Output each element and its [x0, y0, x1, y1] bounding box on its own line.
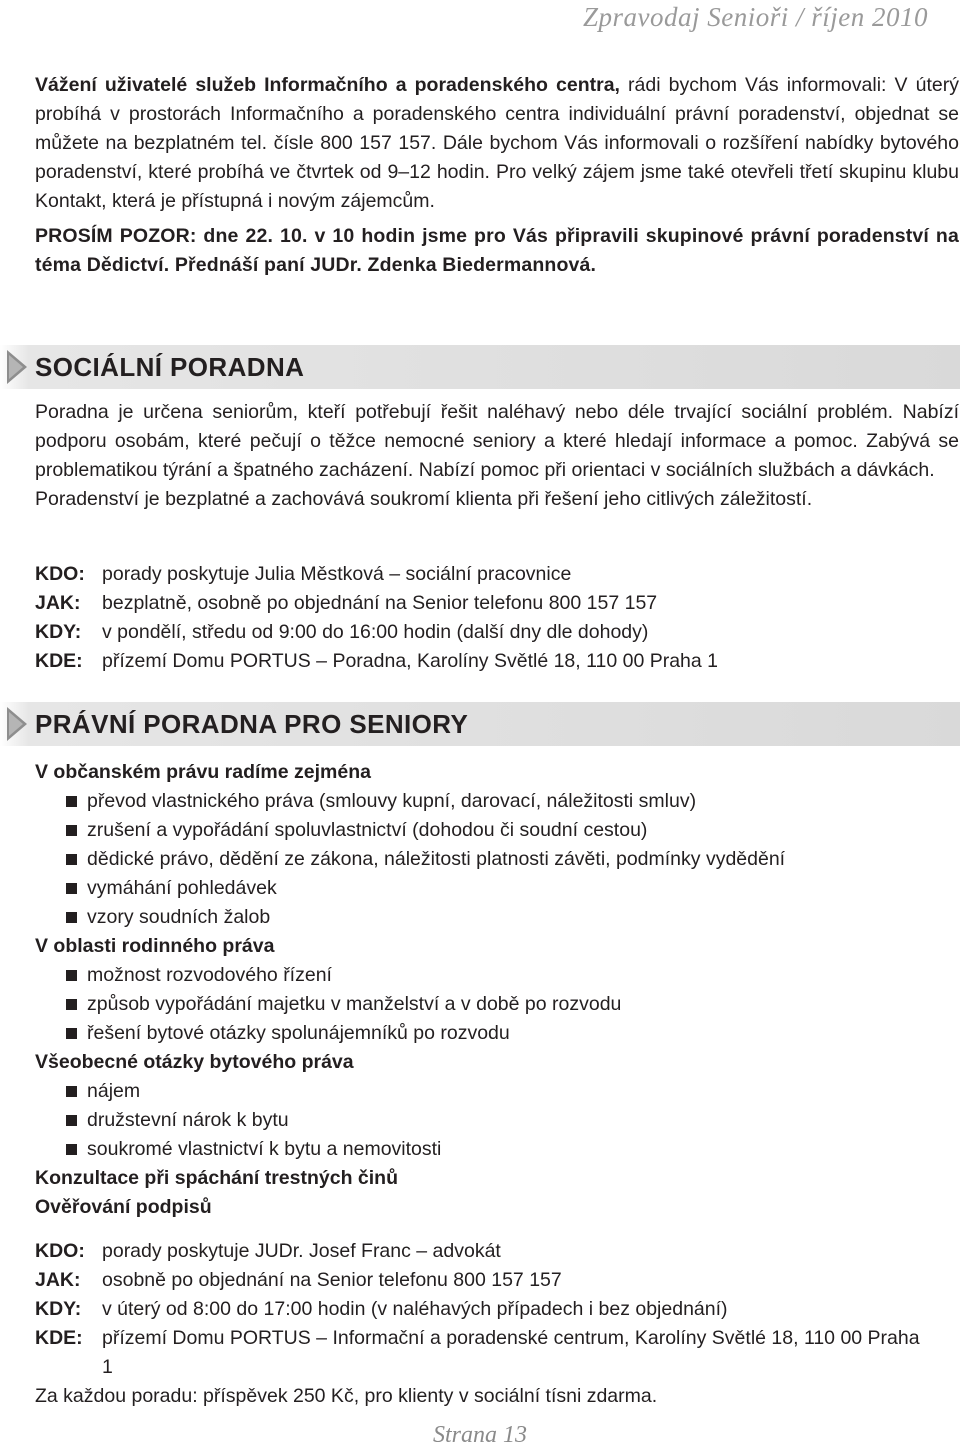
info-value: porady poskytuje Julia Městková – sociální pracovnice: [102, 563, 572, 585]
bullet-square-icon: [66, 999, 77, 1010]
info-key: KDE:: [35, 650, 83, 672]
list-item: dědické právo, dědění ze zákona, náležitosti platnosti závěti, podmínky vydědění: [35, 845, 935, 874]
info-key: KDE:: [35, 1327, 83, 1349]
social-paragraph-1: Poradna je určena seniorům, kteří potřebují řešit naléhavý nebo déle trvající sociální problém. Nabízí podporu osobám, které pečují o těžce nemocné seniory a které hledají informace a pomoc. Zabývá se problematikou týrání a špatného zacházení. Nabízí pomoc při orientaci v sociálních službách a dávkách.: [35, 401, 959, 481]
bullet-square-icon: [66, 1115, 77, 1126]
bullet-square-icon: [66, 970, 77, 981]
signature-verify-heading: Ověřování podpisů: [35, 1196, 212, 1218]
info-value: bezplatně, osobně po objednání na Senior telefonu 800 157 157: [102, 592, 658, 614]
intro-text: rádi bychom Vás informovali: V úterý probíhá v prostorách Informačního a poradenského centra individuální právní poradenství, objednat se můžete na bezplatném tel. čísle 800 157 157. Dále bychom Vás informovali o rozšíření nabídky bytového poradenství, které probíhá ve čtvrtek od 9–12 hodin. Pro velký zájem jsme také otevřeli třetí skupinu klubu Kontakt, která je přístupná i novým zájemcům.: [35, 74, 959, 212]
bullet-square-icon: [66, 1144, 77, 1155]
intro-paragraph: [35, 71, 959, 216]
info-key: JAK:: [35, 1269, 81, 1291]
info-value: přízemí Domu PORTUS – Poradna, Karolíny Světlé 18, 110 00 Praha 1: [102, 650, 719, 672]
info-row: [35, 1266, 935, 1295]
bullet-square-icon: [66, 1086, 77, 1097]
bullet-square-icon: [66, 883, 77, 894]
info-row: [35, 1237, 935, 1266]
info-row: [35, 589, 935, 618]
list-item: soukromé vlastnictví k bytu a nemovitosti: [35, 1135, 935, 1164]
page-number: Strana 13: [432, 1422, 527, 1448]
info-key: JAK:: [35, 592, 81, 614]
bullet-square-icon: [66, 912, 77, 923]
social-paragraph-2: Poradenství je bezplatné a zachovává soukromí klienta při řešení jeho citlivých záležitostí.: [35, 488, 813, 510]
info-row: [35, 618, 935, 647]
criminal-consult-heading: Konzultace při spáchání trestných činů: [35, 1167, 398, 1189]
section-title-legal: PRÁVNÍ PORADNA PRO SENIORY: [35, 709, 469, 739]
civil-law-list: [35, 787, 935, 932]
section-bar-social: [0, 345, 960, 389]
housing-law-list: [35, 1077, 935, 1164]
running-header: Zpravodaj Senioři / říjen 2010: [583, 2, 928, 32]
civil-law-heading: V občanském právu radíme zejména: [35, 761, 371, 783]
bullet-square-icon: [66, 825, 77, 836]
bullet-square-icon: [66, 854, 77, 865]
list-item: řešení bytové otázky spolunájemníků po rozvodu: [35, 1019, 935, 1048]
legal-topics: [35, 758, 935, 1222]
list-item: převod vlastnického práva (smlouvy kupní, darovací, náležitosti smluv): [35, 787, 935, 816]
info-row: [35, 1295, 935, 1324]
social-description: [35, 398, 959, 514]
info-key: KDY:: [35, 1298, 82, 1320]
info-key: KDY:: [35, 621, 82, 643]
info-value: osobně po objednání na Senior telefonu 800 157 157: [102, 1269, 562, 1291]
intro-lead: Vážení uživatelé služeb Informačního a poradenského centra,: [35, 74, 620, 96]
list-item: možnost rozvodového řízení: [35, 961, 935, 990]
notice-paragraph: PROSÍM POZOR: dne 22. 10. v 10 hodin jsme pro Vás připravili skupinové právní poradenství na téma Dědictví. Přednáší paní JUDr. Zdenka Biedermannová.: [35, 225, 959, 276]
info-key: KDO:: [35, 563, 85, 585]
family-law-heading: V oblasti rodinného práva: [35, 935, 275, 957]
info-value: v pondělí, středu od 9:00 do 16:00 hodin (další dny dle dohody): [102, 621, 649, 643]
legal-info-list: [35, 1237, 935, 1382]
fee-note: Za každou poradu: příspěvek 250 Kč, pro klienty v sociální tísni zdarma.: [35, 1385, 658, 1407]
intro-section: [35, 71, 959, 280]
bullet-square-icon: [66, 796, 77, 807]
section-title-social: SOCIÁLNÍ PORADNA: [35, 352, 305, 382]
info-row: [35, 560, 935, 589]
family-law-list: [35, 961, 935, 1048]
info-key: KDO:: [35, 1240, 85, 1262]
list-item: nájem: [35, 1077, 935, 1106]
info-row: [35, 1324, 935, 1382]
info-value: v úterý od 8:00 do 17:00 hodin (v naléhavých případech i bez objednání): [102, 1298, 728, 1320]
info-row: [35, 647, 935, 676]
section-bar-legal: [0, 702, 960, 746]
list-item: vzory soudních žalob: [35, 903, 935, 932]
social-info-list: [35, 560, 935, 676]
bullet-square-icon: [66, 1028, 77, 1039]
info-value: přízemí Domu PORTUS – Informační a poradenské centrum, Karolíny Světlé 18, 110 00 Praha 1: [102, 1327, 920, 1378]
info-value: porady poskytuje JUDr. Josef Franc – advokát: [102, 1240, 501, 1262]
housing-law-heading: Všeobecné otázky bytového práva: [35, 1051, 354, 1073]
list-item: způsob vypořádání majetku v manželství a v době po rozvodu: [35, 990, 935, 1019]
list-item: zrušení a vypořádání spoluvlastnictví (dohodou či soudní cestou): [35, 816, 935, 845]
list-item: družstevní nárok k bytu: [35, 1106, 935, 1135]
list-item: vymáhání pohledávek: [35, 874, 935, 903]
